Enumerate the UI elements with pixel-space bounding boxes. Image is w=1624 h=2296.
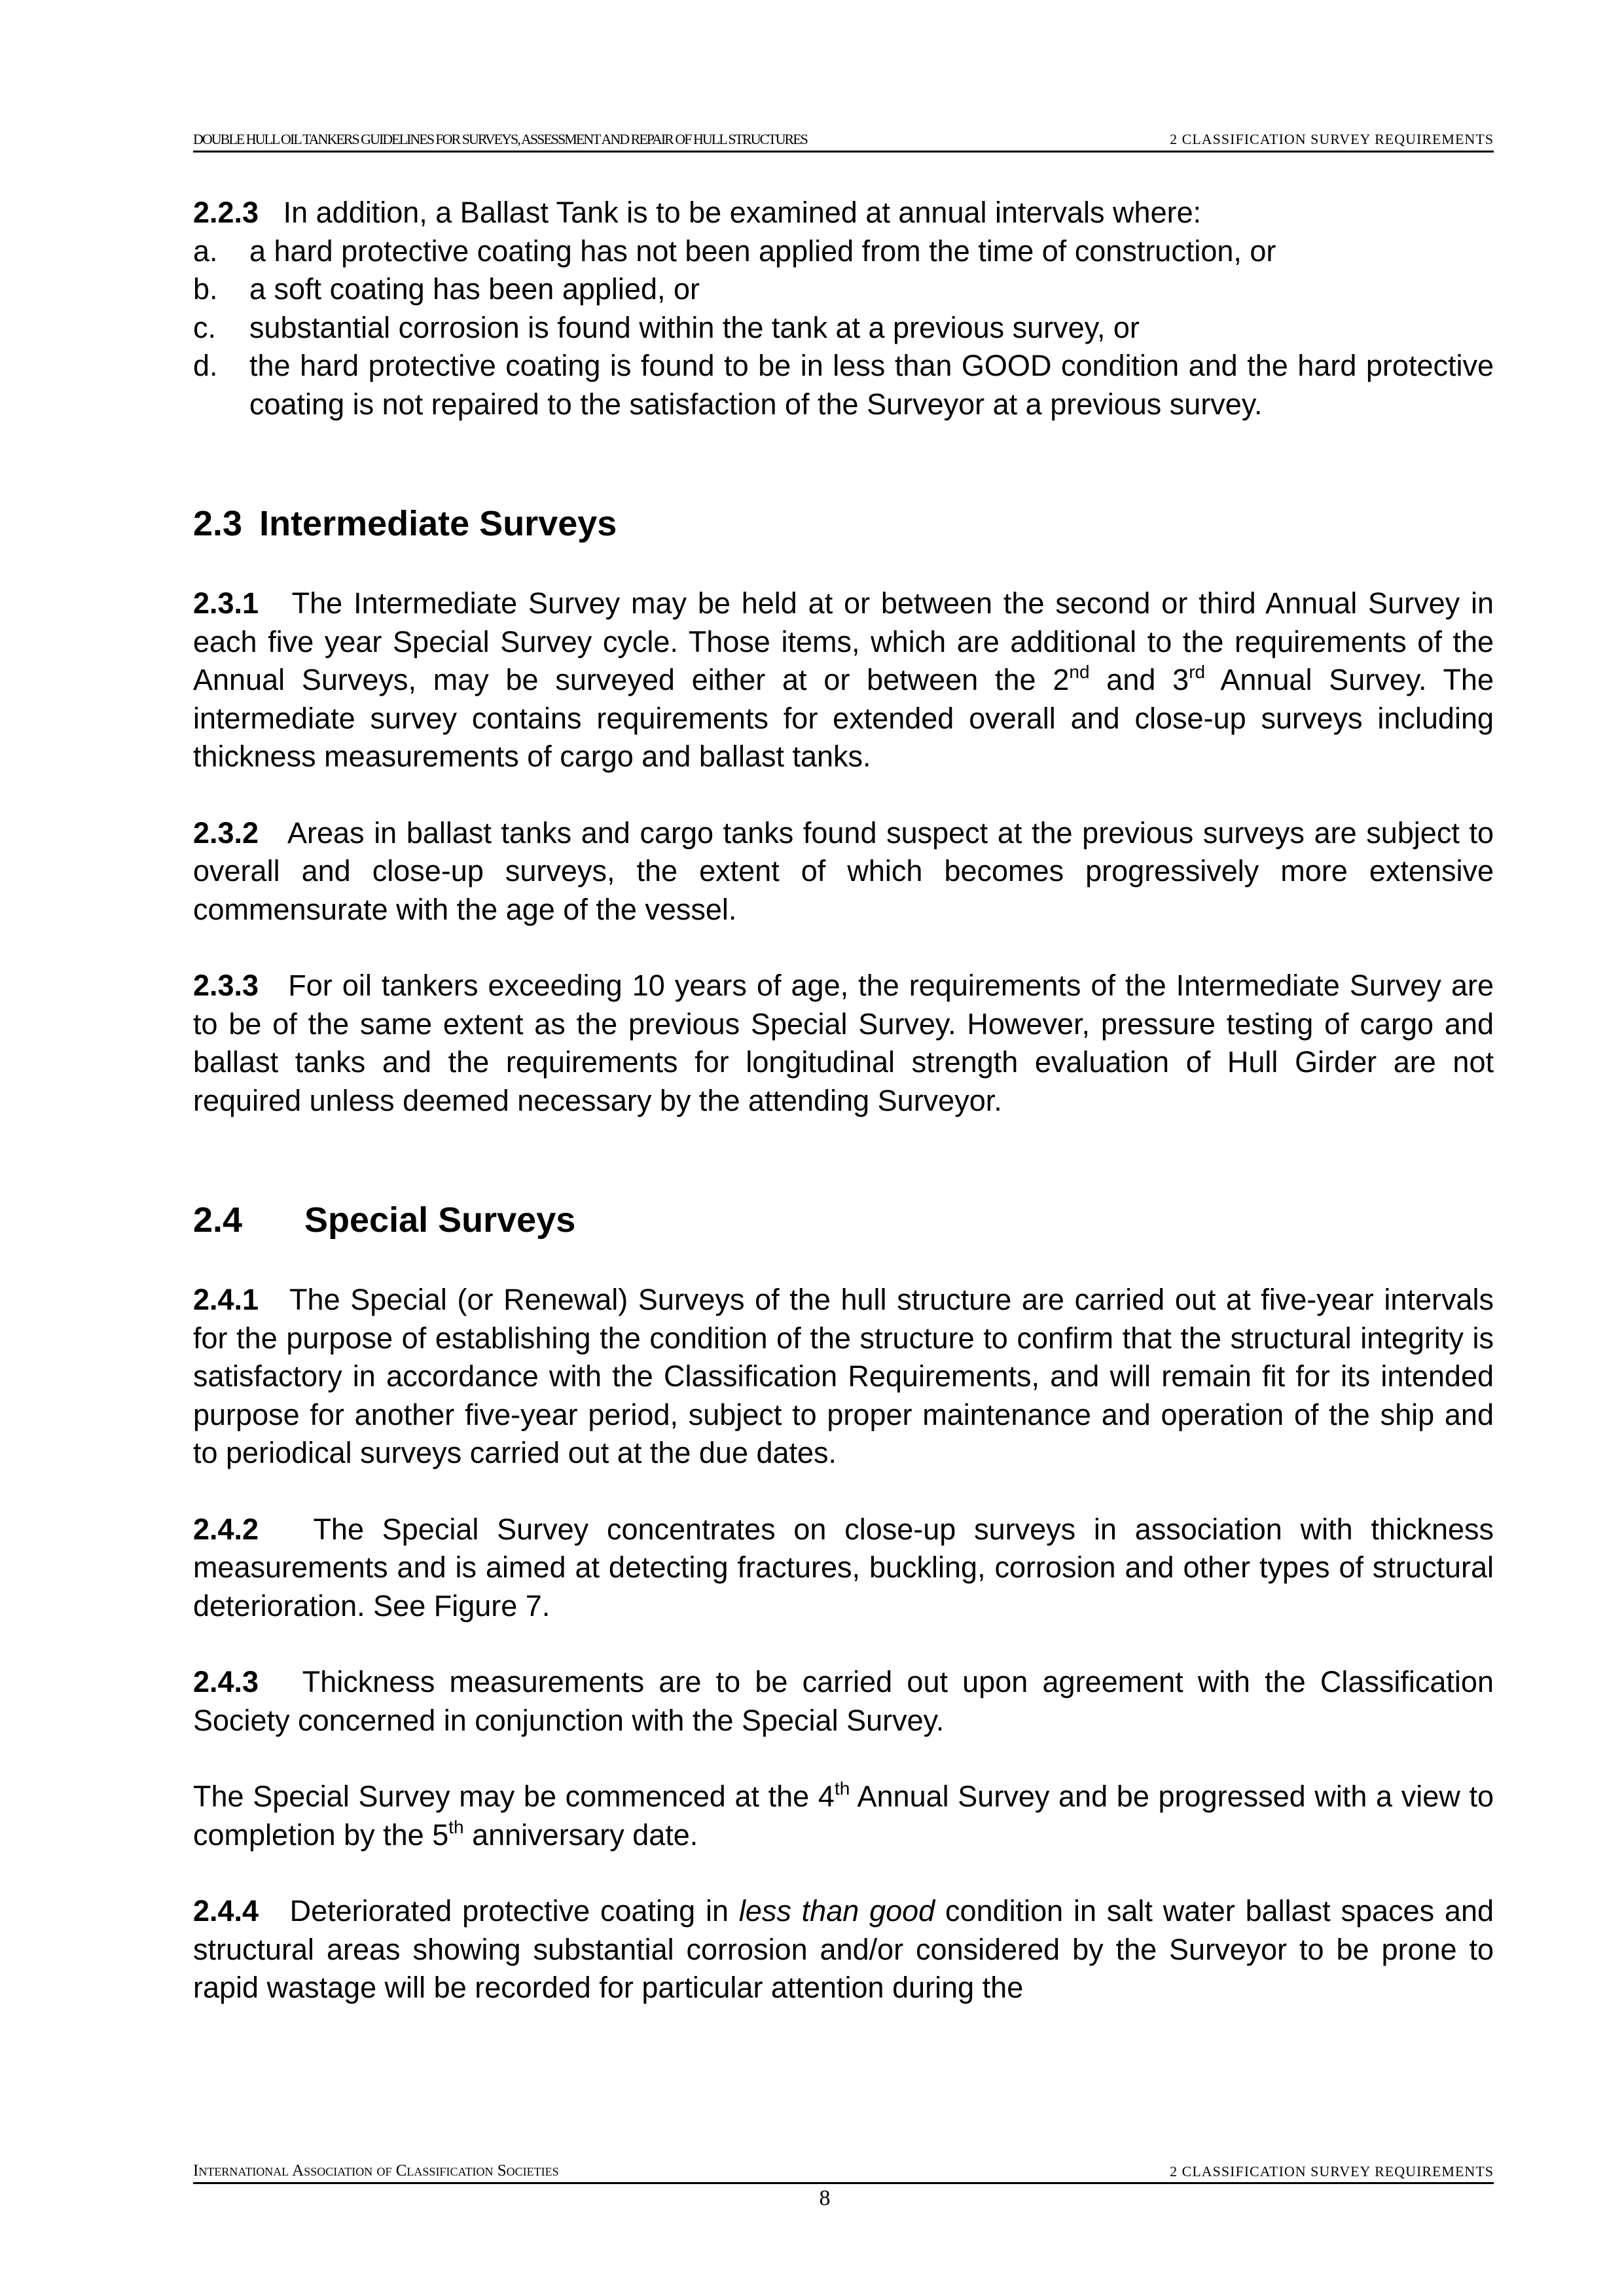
paragraph-2-4-3 — [193, 1663, 1494, 1740]
paragraph-2-4-1 — [193, 1281, 1494, 1473]
paragraph-text: The Special (or Renewal) Surveys of the hull structure are carried out at five-year intervals for the purpose of establishing the condition of the structure to confirm that the structural integrity is satisfactory in accordance with the Classification Requirements, and will remain fit for its intended purpose for another five-year period, subject to proper maintenance and operation of the ship and to periodical surveys carried out at the due dates. — [193, 1283, 1494, 1469]
list-text: substantial corrosion is found within the tank at a previous survey, or — [249, 310, 1140, 344]
emphasis-text: less than good — [738, 1894, 935, 1928]
section-number: 2.3 — [193, 504, 243, 543]
list-letter: d. — [193, 349, 218, 382]
paragraph-text: Areas in ballast tanks and cargo tanks found suspect at the previous surveys are subject to overall and close-up surveys, the extent of which becomes progressively more extensive commensurate with the age of the vessel. — [193, 816, 1494, 926]
paragraph-text: The Special Survey concentrates on close-up surveys in association with thickness measurements and is aimed at detecting fractures, buckling, corrosion and other types of structural deterioration. See Figure 7. — [193, 1512, 1494, 1623]
paragraph-number: 2.3.1 — [193, 586, 259, 620]
paragraph-text: Thickness measurements are to be carried out upon agreement with the Classification Society concerned in conjunction with the Special Survey. — [193, 1665, 1494, 1737]
header-document-title: DOUBLE HULL OIL TANKERS GUIDELINES FOR SURVEYS, ASSESSMENT AND REPAIR OF HULL STRUCTURES — [193, 131, 807, 147]
paragraph-number: 2.4.1 — [193, 1283, 259, 1316]
paragraph-text: Deteriorated protective coating in — [289, 1894, 739, 1928]
footer-organisation: International Association of Classification Societies — [193, 2162, 559, 2179]
list-item-c — [193, 309, 1494, 348]
paragraph-2-4-4 — [193, 1892, 1494, 2007]
paragraph-number: 2.4.3 — [193, 1665, 259, 1698]
paragraph-text: condition in salt water ballast spaces and structural areas showing substantial corrosion and/or considered by the Surveyor to be prone to rapid wastage will be recorded for particular attention during the — [193, 1894, 1494, 2004]
paragraph-number: 2.2.3 — [193, 196, 259, 229]
paragraph-text: For oil tankers exceeding 10 years of age, the requirements of the Intermediate Survey are to be of the same extent as the previous Special Survey. However, pressure testing of cargo and ballast tanks and the requirements for longitudinal strength evaluation of Hull Girder are not required unless deemed necessary by the attending Surveyor. — [193, 969, 1494, 1117]
paragraph-number: 2.3.3 — [193, 969, 259, 1002]
list-letter: b. — [193, 272, 218, 306]
list-text: the hard protective coating is found to be in less than GOOD condition and the hard protective coating is not repaired to the satisfaction of the Surveyor at a previous survey. — [249, 349, 1494, 421]
paragraph-2-4-2 — [193, 1511, 1494, 1626]
page-body — [193, 194, 1494, 2007]
paragraph-2-2-3 — [193, 194, 1494, 232]
list-letter: c. — [193, 310, 217, 344]
list-item-a — [193, 232, 1494, 271]
paragraph-number: 2.4.2 — [193, 1512, 259, 1546]
ordinal-suffix: th — [834, 1778, 850, 1799]
list-item-d — [193, 347, 1494, 423]
ordinal-suffix: rd — [1189, 662, 1206, 682]
paragraph-number: 2.4.4 — [193, 1894, 259, 1928]
running-header — [193, 127, 1494, 152]
paragraph-text: and 3 — [1089, 663, 1189, 696]
list-text: a soft coating has been applied, or — [249, 272, 700, 306]
paragraph-2-3-3 — [193, 967, 1494, 1120]
paragraph-text: Annual Survey and be progressed with a view to completion by the 5 — [193, 1780, 1494, 1852]
list-letter: a. — [193, 234, 218, 268]
page-number: 8 — [819, 2186, 831, 2210]
paragraph-text: The Special Survey may be commenced at the 4 — [193, 1780, 835, 1813]
section-title: Intermediate Surveys — [259, 504, 617, 543]
paragraph-special-survey-commencement — [193, 1778, 1494, 1854]
paragraph-text: The Intermediate Survey may be held at or between the second or third Annual Survey in each five year Special Survey cycle. Those items, which are additional to the requirements of the Annual Surveys, may be surveyed either at or between the 2 — [193, 586, 1494, 696]
section-heading-2-4 — [193, 1197, 1494, 1243]
header-chapter-title: 2 CLASSIFICATION SURVEY REQUIREMENTS — [1170, 131, 1494, 147]
paragraph-2-3-1 — [193, 584, 1494, 776]
paragraph-text: anniversary date. — [463, 1818, 698, 1852]
paragraph-2-3-2 — [193, 814, 1494, 929]
ordinal-suffix: nd — [1069, 662, 1090, 682]
section-number: 2.4 — [193, 1200, 243, 1240]
list-text: a hard protective coating has not been applied from the time of construction, or — [249, 234, 1276, 268]
paragraph-text: Annual Survey. The intermediate survey contains requirements for extended overall and close-up surveys including thickness measurements of cargo and ballast tanks. — [193, 663, 1494, 773]
section-heading-2-3 — [193, 501, 1494, 547]
ordinal-suffix: th — [448, 1816, 464, 1837]
paragraph-number: 2.3.2 — [193, 816, 259, 850]
paragraph-text: In addition, a Ballast Tank is to be examined at annual intervals where: — [283, 196, 1202, 229]
list-item-b — [193, 270, 1494, 309]
section-title: Special Surveys — [304, 1200, 576, 1240]
footer-chapter-title: 2 CLASSIFICATION SURVEY REQUIREMENTS — [1170, 2163, 1494, 2179]
running-footer — [193, 2157, 1494, 2184]
